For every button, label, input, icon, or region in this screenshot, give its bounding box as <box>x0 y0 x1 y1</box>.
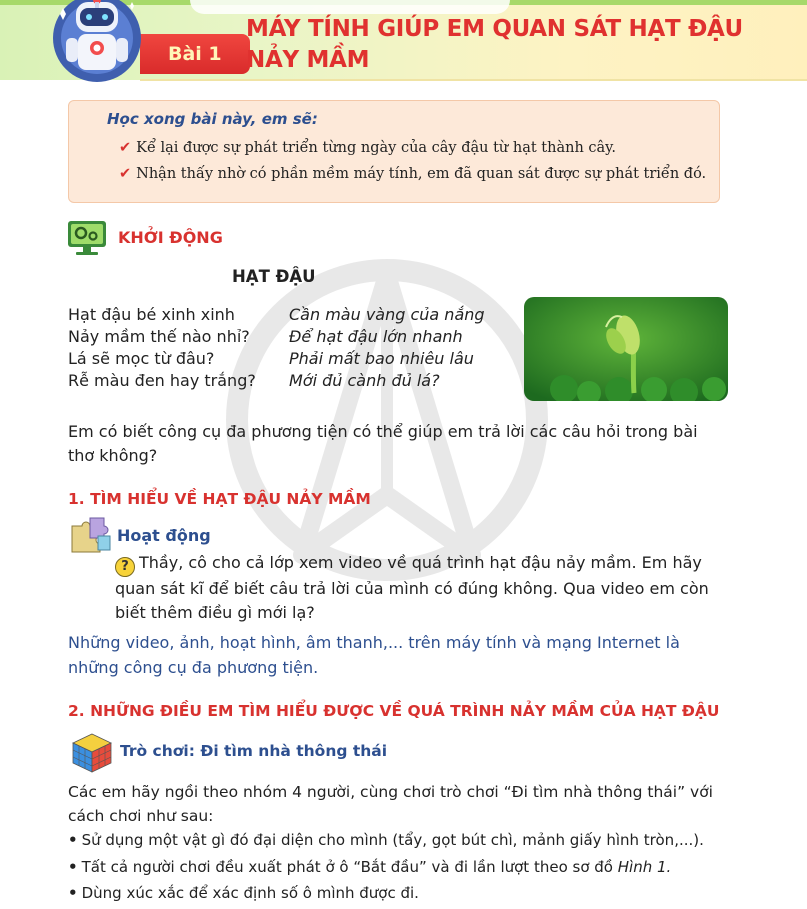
poem-line: Hạt đậu bé xinh xinh <box>68 305 235 324</box>
objective-text: Kể lại được sự phát triển từng ngày của cây đậu từ hạt thành cây. <box>136 140 617 156</box>
checkmark-icon: ✔ <box>119 140 132 156</box>
warmup-question-line1: Em có biết công cụ đa phương tiện có thể giúp em trả lời các câu hỏi trong bài <box>68 422 698 441</box>
poem-line: Lá sẽ mọc từ đâu? <box>68 349 215 368</box>
activity-line <box>115 551 725 577</box>
activity-line1: Thầy, cô cho cả lớp xem video về quá trình hạt đậu nảy mầm. Em hãy <box>139 553 702 572</box>
figure-reference: Hình 1. <box>617 858 672 876</box>
bean-sprout-image <box>524 297 728 401</box>
lesson-title-line1: MÁY TÍNH GIÚP EM QUAN SÁT HẠT ĐẬU <box>246 16 743 42</box>
poem-line: Để hạt đậu lớn nhanh <box>289 327 463 346</box>
poem-left-column <box>68 304 256 392</box>
poem-line: Mới đủ cành đủ lá? <box>289 371 440 390</box>
warmup-question <box>68 420 728 468</box>
bullet-dot: • <box>68 884 78 902</box>
poem-right-column <box>289 304 485 392</box>
game-intro <box>68 780 748 828</box>
lesson-title-line2: NẢY MẦM <box>246 47 370 73</box>
warmup-title: KHỞI ĐỘNG <box>118 228 223 247</box>
multimedia-note <box>68 630 728 680</box>
lesson-title <box>246 14 766 76</box>
rubik-cube-icon <box>70 731 114 775</box>
objective-item <box>119 166 706 182</box>
rule-bullet <box>68 831 704 849</box>
activity-line2: quan sát kĩ để biết câu trả lời của mình có đúng không. Qua video em còn <box>115 579 709 598</box>
question-mark-icon: ? <box>115 557 135 577</box>
activity-text <box>115 551 725 625</box>
rule-bullet <box>68 858 671 876</box>
poem-title: HẠT ĐẬU <box>232 267 316 286</box>
activity-title: Hoạt động <box>117 526 211 545</box>
learning-objectives-box <box>68 100 720 203</box>
lesson-number-badge: Bài 1 <box>140 34 250 74</box>
rule-text: Tất cả người chơi đều xuất phát ở ô “Bắt đầu” và đi lần lượt theo sơ đồ <box>81 858 618 876</box>
warmup-question-line2: thơ không? <box>68 446 158 465</box>
section-2-title: 2. NHỮNG ĐIỀU EM TÌM HIỂU ĐƯỢC VỀ QUÁ TRÌNH NẢY MẦM CỦA HẠT ĐẬU <box>68 702 720 720</box>
checkmark-icon: ✔ <box>119 166 132 182</box>
game-title: Trò chơi: Đi tìm nhà thông thái <box>120 742 388 760</box>
rule-bullet <box>68 884 419 902</box>
puzzle-icon <box>68 516 112 554</box>
robot-mascot-icon <box>48 0 146 84</box>
poem-line: Phải mất bao nhiêu lâu <box>289 349 474 368</box>
poem-line: Cần màu vàng của nắng <box>289 305 485 324</box>
computer-gears-icon <box>66 219 108 257</box>
bullet-dot: • <box>68 831 78 849</box>
section-1-title: 1. TÌM HIỂU VỀ HẠT ĐẬU NẢY MẦM <box>68 490 371 508</box>
header-divider <box>140 79 807 81</box>
bullet-dot: • <box>68 858 78 876</box>
objective-item <box>119 140 616 156</box>
rule-text: Dùng xúc xắc để xác định số ô mình được đi. <box>81 884 419 902</box>
objective-text: Nhận thấy nhờ có phần mềm máy tính, em đã quan sát được sự phát triển đó. <box>136 166 707 182</box>
note-line2: những công cụ đa phương tiện. <box>68 658 319 677</box>
poem-line: Nảy mầm thế nào nhỉ? <box>68 327 250 346</box>
activity-line3: biết thêm điều gì mới lạ? <box>115 603 315 622</box>
poem-line: Rễ màu đen hay trắng? <box>68 371 256 390</box>
rule-text: Sử dụng một vật gì đó đại diện cho mình (tẩy, gọt bút chì, mảnh giấy hình tròn,...). <box>81 831 704 849</box>
objectives-heading: Học xong bài này, em sẽ: <box>107 110 318 128</box>
header-arc-decoration <box>190 0 510 14</box>
game-intro-line1: Các em hãy ngồi theo nhóm 4 người, cùng chơi trò chơi “Đi tìm nhà thông thái” với <box>68 783 713 801</box>
game-intro-line2: cách chơi như sau: <box>68 807 214 825</box>
note-line1: Những video, ảnh, hoạt hình, âm thanh,... trên máy tính và mạng Internet là <box>68 633 680 652</box>
